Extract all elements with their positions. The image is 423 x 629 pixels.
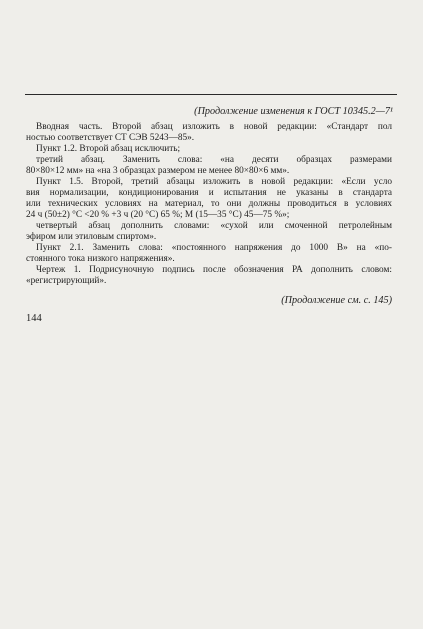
text-line: 24 ч (50±2) °С <20 % +3 ч (20 °С) 65 %; М (15—35 °С) 45—75 %»;: [26, 210, 290, 220]
text-line: Вводная часть. Второй абзац изложить в новой редакции: «Стандарт пол: [36, 122, 392, 132]
text-line: третий абзац. Заменить слова: «на десяти образцах размерами: [36, 155, 392, 165]
text-line: или технических условиях на материал, то они должны проводиться в условиях: [26, 199, 392, 209]
text-line: вия нормализации, кондиционирования и испытания не указаны в стандарта: [26, 188, 392, 198]
continuation-header: (Продолжение изменения к ГОСТ 10345.2—7¹: [194, 106, 393, 117]
text-line: Чертеж 1. Подрисуночную подпись после обозначения РА дополнить словом:: [36, 265, 392, 275]
text-line: стоянного тока низкого напряжения».: [26, 254, 175, 264]
text-line: 80×80×12 мм» на «на 3 образцах размером не менее 80×80×6 мм».: [26, 166, 290, 176]
text-line: эфиром или этиловым спиртом».: [26, 232, 157, 242]
continued-note: (Продолжение см. с. 145): [281, 295, 392, 306]
top-rule: [25, 94, 397, 95]
text-line: «регистрирующий».: [26, 276, 107, 286]
page-number: 144: [26, 313, 42, 324]
text-line: четвертый абзац дополнить словами: «сухой или смоченной петролейным: [36, 221, 392, 231]
text-line: ностью соответствует СТ СЭВ 5243—85».: [26, 133, 195, 143]
text-line: Пункт 1.2. Второй абзац исключить;: [36, 144, 181, 154]
text-line: Пункт 2.1. Заменить слова: «постоянного напряжения до 1000 В» на «по-: [36, 243, 392, 253]
text-line: Пункт 1.5. Второй, третий абзацы изложить в новой редакции: «Если усло: [36, 177, 392, 187]
